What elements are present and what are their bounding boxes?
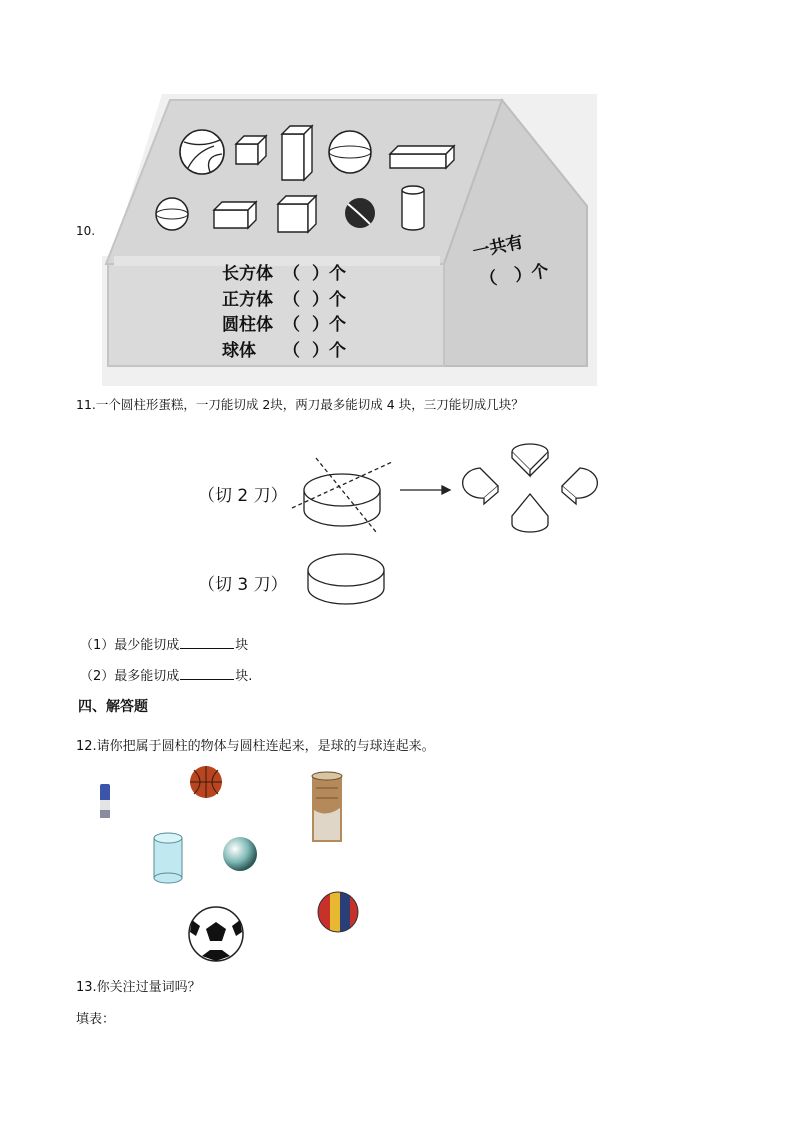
basketball-icon [190, 766, 222, 798]
q10-number: 10. [76, 224, 96, 238]
q12-objects-figure [90, 760, 380, 970]
q11-sub1: （1）最少能切成 块 [80, 638, 249, 653]
tall-can-icon [312, 772, 342, 842]
beach-ball-icon [318, 892, 360, 932]
cut3-label: （切 3 刀） [198, 575, 288, 595]
q10-row: 圆柱体 （ ）个 [222, 315, 346, 335]
q10-total-answer[interactable]: （ ）个 [478, 261, 550, 291]
q11-sub2: （2）最多能切成 块. [80, 669, 253, 684]
cube-icon [278, 196, 316, 232]
small-cuboid-icon [236, 136, 266, 164]
flat-cuboid-icon [214, 202, 256, 228]
q10-row: 正方体 （ ）个 [222, 289, 346, 310]
small-sphere-icon [156, 198, 188, 230]
cake-cut2-icon [292, 458, 392, 532]
glass-cylinder-icon [154, 833, 182, 883]
long-cuboid-icon [390, 146, 454, 168]
q13-fill-label: 填表： [76, 1012, 116, 1027]
q11-sub1-blank[interactable] [180, 636, 234, 649]
q10-row: 球体 （ ）个 [222, 340, 346, 361]
section-title: 四、解答题 [78, 699, 148, 715]
arrow-right-icon [400, 486, 450, 494]
marble-icon [223, 837, 257, 871]
sphere-icon [329, 131, 371, 173]
q11-question: 11.一个圆柱形蛋糕，一刀能切成 2块，两刀最多能切成 4 块，三刀能切成几块？ [76, 397, 524, 412]
cylinder-icon [402, 186, 424, 230]
q10-total-label: 一共有 [471, 232, 526, 263]
tall-cuboid-icon [282, 126, 312, 180]
q11-sub2-blank[interactable] [180, 667, 234, 680]
volleyball-icon [180, 130, 224, 174]
q10-row: 长方体 （ ）个 [222, 264, 346, 284]
cut2-label: （切 2 刀） [198, 486, 288, 506]
cake-pieces-icon [463, 444, 598, 532]
q12-question: 12.请你把属于圆柱的物体与圆柱连起来，是球的与球连起来。 [76, 739, 435, 754]
q13-question: 13.你关注过量词吗？ [76, 980, 201, 995]
q11-cake-figure [290, 438, 600, 618]
house-roof [106, 100, 502, 264]
glue-stick-icon [100, 784, 110, 818]
cake-cut3-icon [308, 554, 384, 604]
dark-ball-icon [345, 198, 375, 228]
q10-count-list [222, 262, 346, 364]
q10-house-figure [92, 76, 602, 386]
soccer-ball-icon [189, 907, 243, 961]
